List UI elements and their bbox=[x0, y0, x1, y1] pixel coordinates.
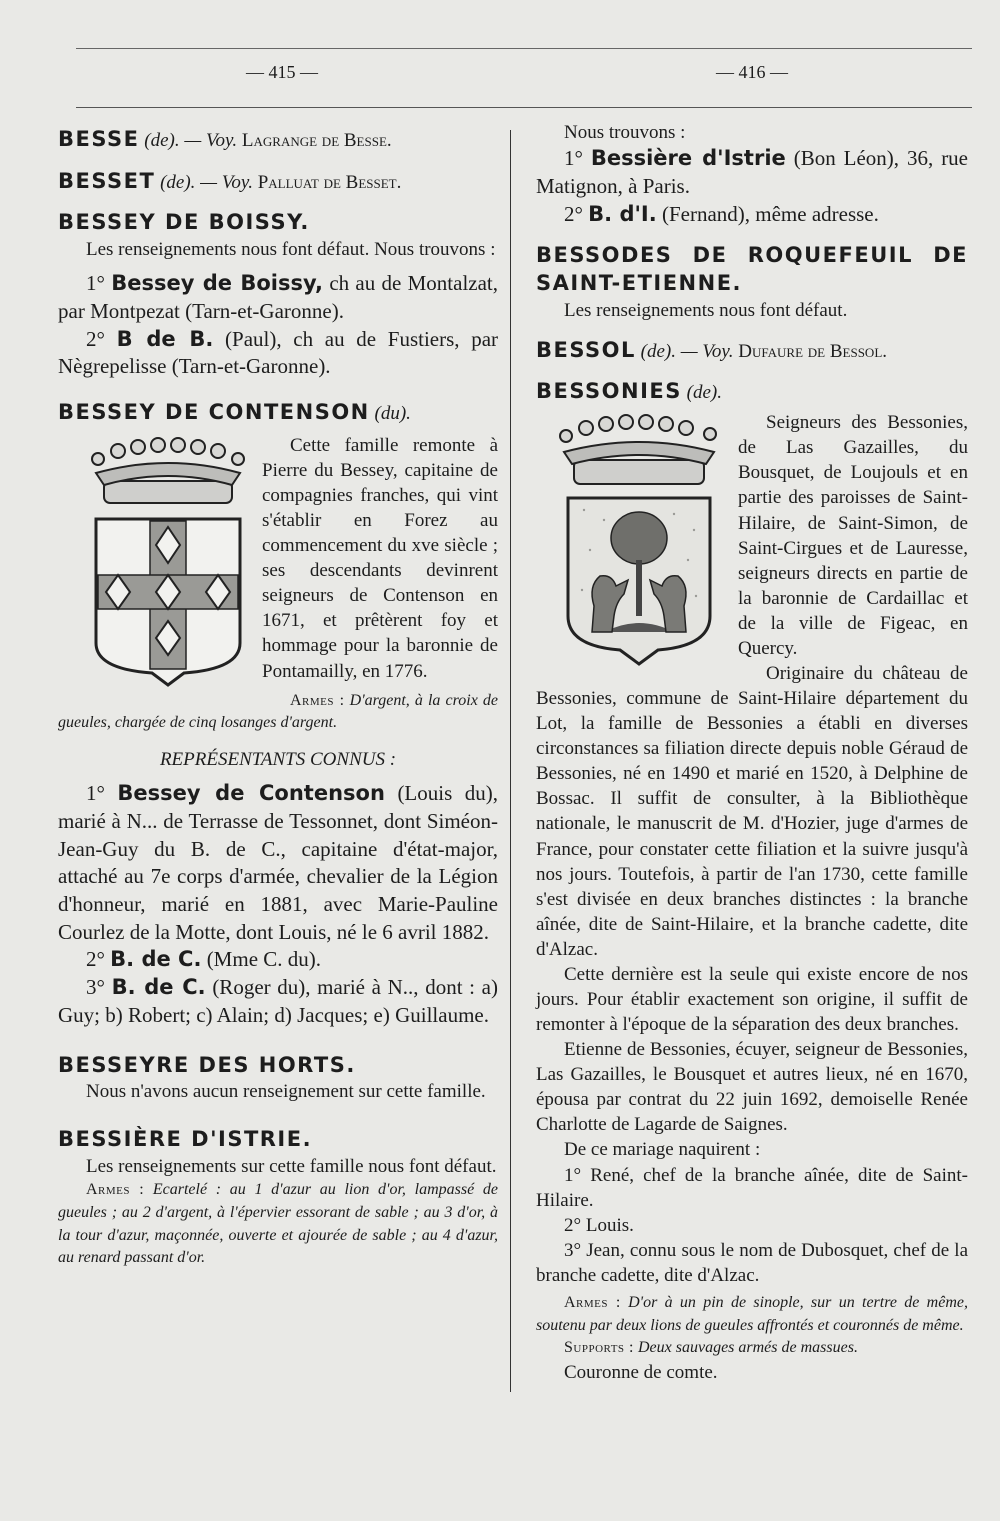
column-divider bbox=[510, 130, 511, 1392]
bessonies-child-2: 2° Louis. bbox=[564, 1214, 634, 1236]
bessonies-crown: Couronne de comte. bbox=[564, 1362, 718, 1384]
bessonies-arms: Armes : D'or à un pin de sinople, sur un tertre de même, soutenu par deux lions de gueules affrontés et couronnés de même. bbox=[536, 1293, 968, 1334]
bessonies-p1: Seigneurs des Bessonies, de Las Gazailles, du Bousquet, de Loujouls et en partie des paroisses de Saint-Hilaire, de Saint-Simon, de Saint-Cirgues et de Lauresse, seigneurs directs en partie de la baronnie de Cardaillac et de la ville de Figeac, en Quercy. bbox=[738, 412, 968, 659]
bessiere-entry-1: 1° Bessière d'Istrie (Bon Léon), 36, rue Matignon, à Paris. bbox=[536, 146, 969, 198]
bessonies-p3: Cette dernière est la seule qui existe encore de nos jours. Pour établir exactement son origine, il suffit de remonter à l'époque de la séparation des deux branches. bbox=[536, 963, 968, 1036]
top-rule bbox=[76, 48, 972, 49]
coat-of-arms-icon bbox=[88, 433, 248, 695]
representant-1: 1° Bessey de Contenson (Louis du), marié à N... de Terrasse de Tessonnet, dont Siméon-Jean-Guy du B. de C., capitaine d'état-major, attaché au 7e corps d'armée, chevalier de la Légion d'honneur, marié en 1881, avec Marie-Pauline Courlez de la Motte, dont Louis, né le 6 avril 1882. bbox=[58, 781, 499, 944]
bessey-contenson-arms: Armes : D'argent, à la croix de gueules, chargée de cinq losanges d'argent. bbox=[58, 691, 498, 732]
entry-besse: BESSE (de). — Voy. Lagrange de Besse. bbox=[58, 127, 392, 151]
representant-3: 3° B. de C. (Roger du), marié à N.., dont : a) Guy; b) Robert; c) Alain; d) Jacques; e) Guillaume. bbox=[58, 975, 498, 1027]
heading-bessey-de-boissy: BESSEY DE BOISSY. bbox=[58, 210, 310, 235]
heading-bessonies: BESSONIES (de). bbox=[536, 379, 722, 404]
heading-besseyre-des-horts: BESSEYRE DES HORTS. bbox=[58, 1052, 356, 1077]
right-column bbox=[536, 120, 968, 1385]
left-page-number: — 415 — bbox=[246, 62, 318, 82]
bessiere-entry-2: 2° B. d'I. (Fernand), même adresse. bbox=[564, 201, 879, 226]
bessonies-child-3: 3° Jean, connu sous le nom de Dubosquet, chef de la branche cadette, dite d'Alzac. bbox=[536, 1239, 968, 1286]
entry-besset: BESSET (de). — Voy. Palluat de Besset. bbox=[58, 168, 402, 193]
bessey-boissy-entry-2: 2° B de B. (Paul), ch au de Fustiers, par Nègrepelisse (Tarn-et-Garonne). bbox=[58, 326, 499, 379]
bessiere-arms: Armes : Ecartelé : au 1 d'azur au lion d'or, lampassé de gueules ; au 2 d'argent, à l'épervier essorant de sable ; au 3 d'or, à la tour d'azur, maçonnée, ouverte et ajourée de sable ; au 4 d'azur, au renard passant d'or. bbox=[58, 1181, 498, 1267]
entry-bessol: BESSOL (de). — Voy. Dufaure de Bessol. bbox=[536, 337, 888, 362]
bessey-boissy-entry-1: 1° Bessey de Boissy, ch au de Montalzat, par Montpezat (Tarn-et-Garonne). bbox=[58, 271, 499, 323]
heading-bessey-de-contenson: BESSEY DE CONTENSON (du). bbox=[58, 400, 411, 425]
header-rule bbox=[76, 107, 972, 108]
representants-connus: REPRÉSENTANTS CONNUS : bbox=[159, 749, 397, 771]
bessey-boissy-intro: Les renseignements nous font défaut. Nous trouvons : bbox=[86, 239, 496, 261]
right-page-number: — 416 — bbox=[716, 62, 788, 82]
bessiere-text: Les renseignements sur cette famille nous font défaut. bbox=[86, 1156, 497, 1178]
heading-bessodes: BESSODES DE ROQUEFEUIL DE SAINT-ETIENNE. bbox=[536, 243, 968, 295]
bessonies-supports: Supports : Deux sauvages armés de massues. bbox=[564, 1339, 858, 1357]
bessey-contenson-text: Cette famille remonte à Pierre du Bessey, capitaine de compagnies franches, qui vint s'établir en Forez au commencement du xve siècle ; ses descendants devinrent seigneurs de Contenson en 1671, et prêtèrent foy et hommage pour la baronnie de Pontamailly, en 1776. bbox=[262, 434, 498, 682]
besseyre-text: Nous n'avons aucun renseignement sur cette famille. bbox=[86, 1081, 486, 1103]
coat-of-arms-icon bbox=[554, 410, 724, 675]
bessonies-p2: Originaire du château de Bessonies, commune de Saint-Hilaire département du Lot, la famille de Bessonies a établi en diverses circonstances sa filiation directe depuis noble Géraud de Bessonies, né en 1490 et marié en 1520, à Delphine de Bossac. Il suffit de consulter, à la Bibliothèque nationale, le manuscrit de M. d'Hozier, juge d'armes de France, pour constater cette filiation et la suivre jusqu'à nos jours. Toutefois, à partir de l'an 1730, cette famille s'est divisée en deux branches distinctes : la branche aînée, dite de Saint-Hilaire, et la branche cadette, dite d'Alzac. bbox=[536, 662, 968, 960]
left-column bbox=[58, 120, 498, 1270]
bessonies-p5: De ce mariage naquirent : bbox=[564, 1139, 761, 1161]
right-intro: Nous trouvons : bbox=[564, 122, 686, 143]
heading-bessiere-d-istrie: BESSIÈRE D'ISTRIE. bbox=[58, 1127, 313, 1152]
bessonies-child-1: 1° René, chef de la branche aînée, dite de Saint-Hilaire. bbox=[536, 1164, 968, 1211]
bessodes-text: Les renseignements nous font défaut. bbox=[564, 299, 848, 321]
bessonies-p4: Etienne de Bessonies, écuyer, seigneur de Bessonies, Las Gazailles, le Bousquet et autres lieux, né en 1670, épousa par contrat du 22 juin 1692, demoiselle Renée Charlotte de Lagarde de Saignes. bbox=[536, 1039, 968, 1136]
representant-2: 2° B. de C. (Mme C. du). bbox=[86, 947, 322, 972]
